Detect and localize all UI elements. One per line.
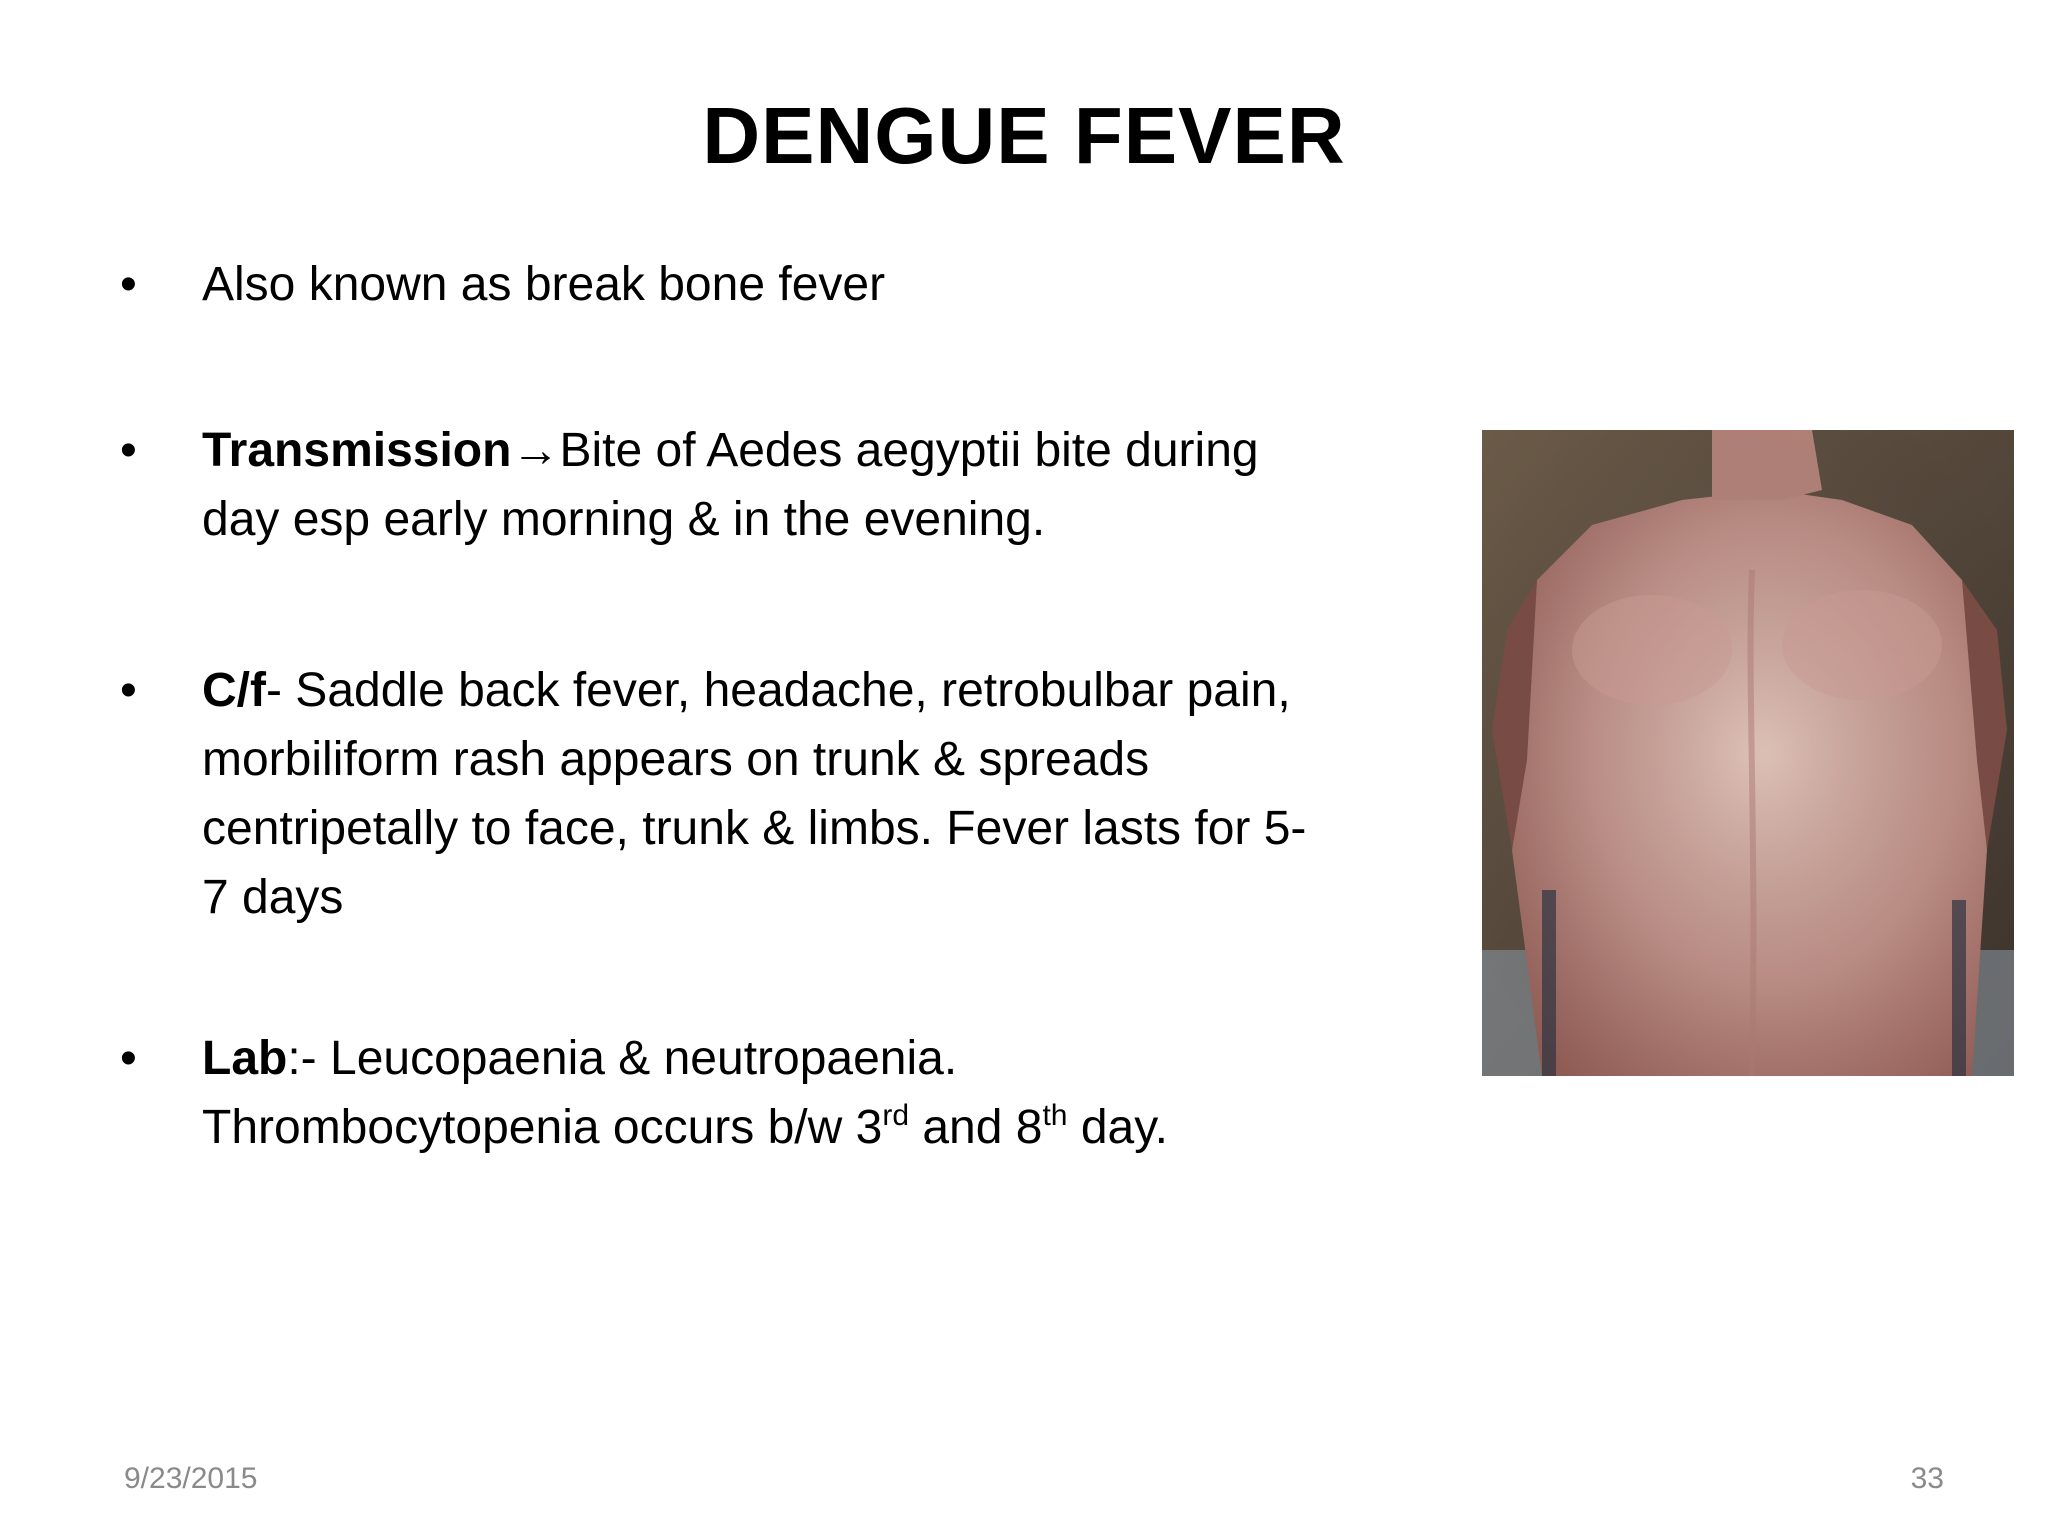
lab-text-part: and 8 [909,1101,1043,1154]
bullet-text-line: 7 days [202,871,344,924]
bullet-text-line [202,1093,1168,1162]
bullet-item-lab [120,1024,1168,1162]
slide-title: DENGUE FEVER [702,91,1346,180]
bullet-marker: • [120,664,137,717]
superscript: rd [882,1099,910,1132]
lab-text-part: day. [1067,1101,1168,1154]
bullet-marker: • [120,1032,137,1085]
right-arrow-icon: → [511,424,560,477]
bullet-text: Also known as break bone fever [202,258,886,311]
footer-date: 9/23/2015 [124,1462,258,1495]
bullet-item-alias [120,250,885,319]
lab-text-part: Thrombocytopenia occurs b/w 3 [202,1101,883,1154]
bullet-text-line: morbiliform rash appears on trunk & spreads [202,733,1150,786]
superscript: th [1042,1099,1068,1132]
bullet-label: Transmission [202,424,512,477]
bullet-text: :- Leucopaenia & neutropaenia. [287,1032,958,1085]
bullet-marker: • [120,424,137,477]
bullet-item-transmission [120,416,1259,554]
bullet-label: Lab [202,1032,288,1085]
bullet-item-clinical-features [120,656,1306,932]
bullet-text: - Saddle back fever, headache, retrobulbar pain, [265,664,1291,717]
bullet-text-line: centripetally to face, trunk & limbs. Fever lasts for 5- [202,802,1307,855]
bullet-text-line: day esp early morning & in the evening. [202,493,1046,546]
bullet-label: C/f [202,664,266,717]
bullet-text: Bite of Aedes aegyptii bite during [559,424,1259,477]
bullet-marker: • [120,258,137,311]
page-number: 33 [1910,1462,1944,1495]
rash-back-photo [1482,430,2014,1076]
rash-back-illustration [1482,430,2014,1076]
